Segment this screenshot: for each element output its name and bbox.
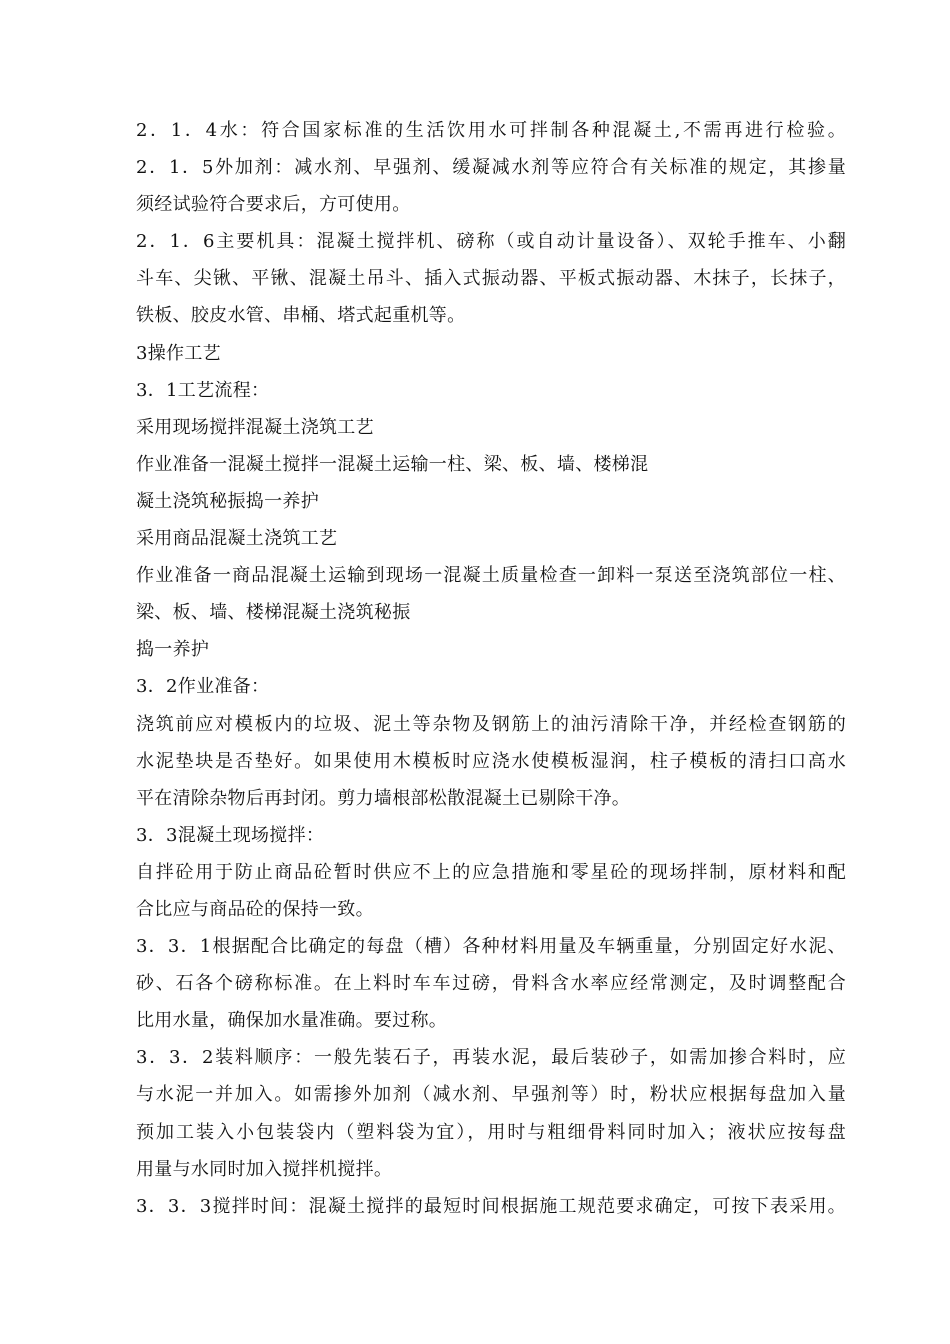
text-line: 3．3．2装料顺序：一般先装石子，再装水泥，最后装砂子，如需加掺合料时，应 (136, 1047, 846, 1069)
text-line: 平在清除杂物后再封闭。剪力墙根部松散混凝土已剔除干净。 (136, 787, 631, 809)
text-line: 2．1．5外加剂：减水剂、早强剂、缓凝减水剂等应符合有关标准的规定，其掺量 (136, 157, 846, 179)
text-line: 预加工装入小包装袋内（塑料袋为宜），用时与粗细骨料同时加入；液状应按每盘 (136, 1121, 846, 1143)
text-line: 与水泥一并加入。如需掺外加剂（减水剂、早强剂等）时，粉状应根据每盘加入量 (136, 1084, 846, 1106)
text-line: 自拌砼用于防止商品砼暂时供应不上的应急措施和零星砼的现场拌制，原材料和配 (136, 861, 846, 883)
text-line: 采用现场搅拌混凝土浇筑工艺 (136, 416, 374, 438)
subsection-heading: 3．2作业准备： (136, 676, 270, 698)
text-line: 浇筑前应对模板内的垃圾、泥土等杂物及钢筋上的油污清除干净，并经检查钢筋的 (136, 713, 846, 735)
subsection-heading: 3．1工艺流程： (136, 379, 270, 401)
text-line: 采用商品混凝土浇筑工艺 (136, 528, 338, 550)
text-line: 比用水量，确保加水量准确。要过称。 (136, 1010, 448, 1032)
text-line: 合比应与商品砼的保持一致。 (136, 898, 374, 920)
subsection-heading: 3．3混凝土现场搅拌： (136, 824, 325, 846)
process-flow-line: 梁、板、墙、楼梯混凝土浇筑秘振 (136, 602, 411, 624)
text-line: 3．3．3搅拌时间：混凝土搅拌的最短时间根据施工规范要求确定，可按下表采用。 (136, 1195, 846, 1217)
text-line: 水泥垫块是否垫好。如果使用木模板时应浇水使模板湿润，柱子模板的清扫口高水 (136, 750, 846, 772)
process-flow-line: 作业准备一混凝土搅拌一混凝土运输一柱、梁、板、墙、楼梯混 (136, 453, 649, 475)
text-line: 2．1．6主要机具：混凝土搅拌机、磅称（或自动计量设备）、双轮手推车、小翻 (136, 231, 846, 253)
text-line: 砂、石各个磅称标准。在上料时车车过磅，骨料含水率应经常测定，及时调整配合 (136, 973, 846, 995)
section-heading: 3操作工艺 (136, 342, 221, 364)
text-line: 须经试验符合要求后，方可使用。 (136, 194, 411, 216)
text-line: 斗车、尖锹、平锹、混凝土吊斗、插入式振动器、平板式振动器、木抹子，长抹子， (136, 268, 846, 290)
document-body (136, 112, 846, 1225)
text-line: 铁板、胶皮水管、串桶、塔式起重机等。 (136, 305, 466, 327)
text-line: 3．3．1根据配合比确定的每盘（槽）各种材料用量及车辆重量，分别固定好水泥、 (136, 936, 846, 958)
text-line: 用量与水同时加入搅拌机搅拌。 (136, 1158, 393, 1180)
process-flow-line: 捣一养护 (136, 639, 210, 661)
text-line: 2．1．4水：符合国家标准的生活饮用水可拌制各种混凝土,不需再进行检验。 (136, 120, 846, 141)
process-flow-line: 凝土浇筑秘振捣一养护 (136, 490, 319, 512)
process-flow-line: 作业准备一商品混凝土运输到现场一混凝土质量检查一卸料一泵送至浇筑部位一柱、 (136, 565, 846, 587)
